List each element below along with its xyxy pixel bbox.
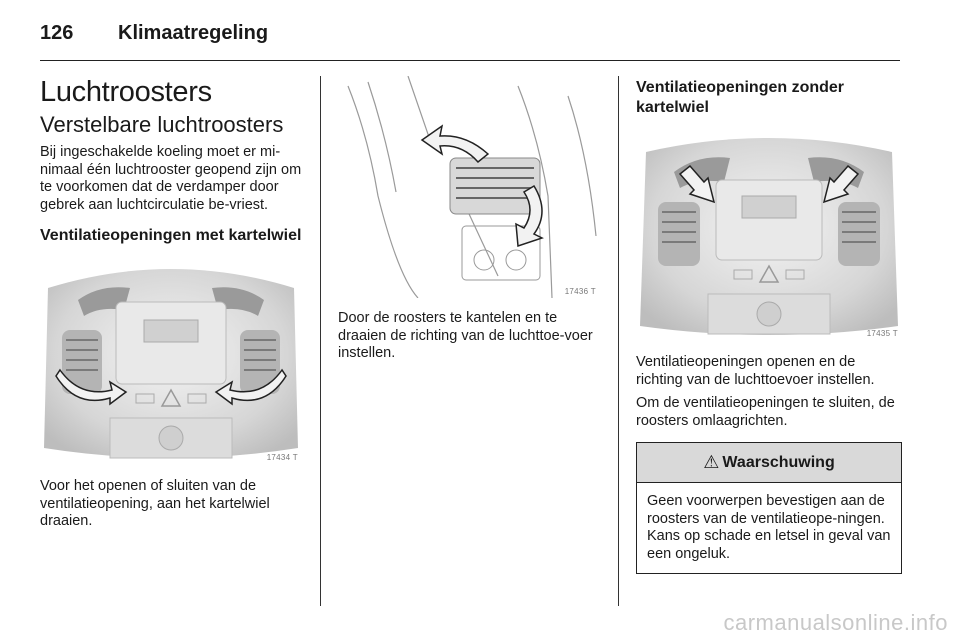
warning-header [637, 443, 901, 483]
intro-text: Bij ingeschakelde koeling moet er mi-nimaal één luchtrooster geopend zijn om te voorkomen dat de verdamper door gebrek aan luchtcirculatie be-vriest. [40, 144, 302, 213]
heading-without-wheel: Ventilatieopeningen zonder kartelwiel [636, 79, 845, 116]
dashboard-illustration [40, 258, 302, 464]
figure-code: 17436 T [564, 287, 596, 296]
figure-caption: Voor het openen of sluiten van de ventilatieopening, aan het kartelwiel draaien. [40, 478, 270, 529]
dashboard-illustration [636, 132, 902, 340]
section-title: Luchtroosters [40, 76, 212, 108]
column-divider-1 [320, 76, 321, 606]
page-number: 126 [40, 22, 74, 44]
column-divider-2 [618, 76, 619, 606]
page-header [40, 18, 900, 60]
subsection-title: Verstelbare luchtroosters [40, 112, 284, 137]
figure-vent-adjust [338, 76, 600, 298]
column-2 [338, 62, 600, 363]
figure-code: 17435 T [866, 329, 898, 338]
figure-vents-without-wheel [636, 132, 902, 340]
warning-title: Waarschuwing [722, 453, 835, 471]
vent-illustration [338, 76, 600, 298]
figure-code: 17434 T [266, 453, 298, 462]
warning-box [636, 442, 902, 574]
header-rule [40, 60, 900, 61]
figure-vents-with-wheel [40, 258, 302, 464]
running-title: Klimaatregeling [118, 22, 269, 44]
watermark: carmanualsonline.info [723, 610, 948, 635]
paragraph-close: Om de ventilatieopeningen te sluiten, de roosters omlaagrichten. [636, 395, 895, 429]
heading-with-wheel: Ventilatieopeningen met kartelwiel [40, 227, 302, 244]
column-3 [636, 62, 902, 574]
paragraph-open: Ventilatieopeningen openen en de richting van de luchttoevoer instellen. [636, 354, 875, 388]
warning-triangle-icon: ⚠ [703, 452, 720, 472]
column-1 [40, 62, 302, 531]
arrow-icon-tilt [422, 126, 488, 162]
figure-caption: Door de roosters te kantelen en te draaien de richting van de luchttoe-voer instellen. [338, 310, 593, 361]
warning-text: Geen voorwerpen bevestigen aan de roosters van de ventilatieope-ningen. Kans op schade en letsel in geval van een ongeluk. [647, 493, 891, 562]
